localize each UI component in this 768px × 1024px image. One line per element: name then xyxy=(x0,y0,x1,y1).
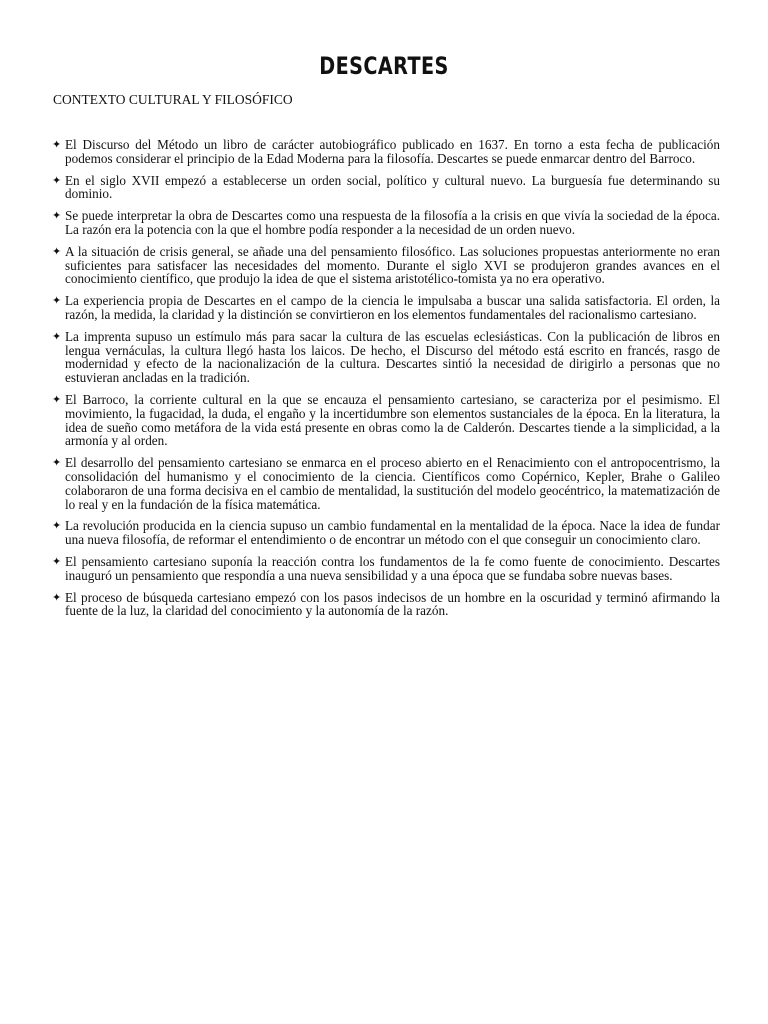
list-item-text: El Barroco, la corriente cultural en la que se encauza el pensamiento cartesiano, se caracteriza por el pesimismo. El movimiento, la fugacidad, la duda, el engaño y la incertidumbre son elementos sustanciales de la época. En la literatura, la idea de sueño como metáfora de la vida está presente en obras como la de Calderón. Descartes tiende a la simplicidad, a la armonía y al orden. xyxy=(65,391,720,449)
list-item-text: La imprenta supuso un estímulo más para sacar la cultura de las escuelas eclesiásticas. Con la publicación de libros en lengua vernáculas, la cultura llegó hasta los laicos. De hecho, el Discurso del método está escrito en francés, rasgo de modernidad y efecto de la nacionalización de la cultura. Descartes sintió la necesidad de dirigirlo a personas que no estuvieran ancladas en la tradición. xyxy=(65,328,720,386)
list-item xyxy=(52,519,720,547)
list-item-text: En el siglo XVII empezó a establecerse un orden social, político y cultural nuevo. La burguesía fue determinando su dominio. xyxy=(65,172,720,202)
star-bullet-icon: ✦ xyxy=(52,554,62,568)
list-item xyxy=(52,591,720,619)
list-item-text: El Discurso del Método un libro de carácter autobiográfico publicado en 1637. En torno a esta fecha de publicación podemos considerar el principio de la Edad Moderna para la filosofía. Descartes se puede enmarcar dentro del Barroco. xyxy=(65,137,720,166)
star-bullet-icon: ✦ xyxy=(52,209,62,223)
list-item xyxy=(52,393,720,448)
list-item-text: La revolución producida en la ciencia supuso un cambio fundamental en la mentalidad de la época. Nace la idea de fundar una nueva filosofía, de reformar el entendimiento o de encontrar un método con el que conseguir un conocimiento claro. xyxy=(65,518,720,548)
list-item xyxy=(52,209,720,237)
list-item xyxy=(52,138,720,166)
list-item-text: El pensamiento cartesiano suponía la reacción contra los fundamentos de la fe como fuente de conocimiento. Descartes inauguró un pensamiento que respondía a una nueva sensibilidad y a una época que se fundaba sobre nuevas bases. xyxy=(65,553,720,583)
star-bullet-icon: ✦ xyxy=(52,173,62,187)
page-title: DESCARTES xyxy=(319,52,449,80)
star-bullet-icon: ✦ xyxy=(52,590,62,604)
list-item xyxy=(52,555,720,583)
star-bullet-icon: ✦ xyxy=(52,392,62,406)
star-bullet-icon: ✦ xyxy=(52,138,62,151)
list-item-text: A la situación de crisis general, se añade una del pensamiento filosófico. Las soluciones propuestas anteriormente no eran suficientes para satisfacer las necesidades del momento. Durante el siglo XVI se produjeron grandes avances en el conocimiento científico, que produjo la idea de que el sistema aristotélico-tomista ya no era operativo. xyxy=(65,243,720,287)
star-bullet-icon: ✦ xyxy=(52,329,62,343)
list-item xyxy=(52,456,720,511)
list-item-text: El proceso de búsqueda cartesiano empezó con los pasos indecisos de un hombre en la oscuridad y terminó afirmando la fuente de la luz, la claridad del conocimiento y la autonomía de la razón. xyxy=(65,589,720,619)
list-item xyxy=(52,294,720,322)
list-item-text: El desarrollo del pensamiento cartesiano se enmarca en el proceso abierto en el Renacimiento con el antropocentrismo, la consolidación del humanismo y el conocimiento de la ciencia. Científicos como Copérnico, Kepler, Brahe o Galileo colaboraron de una forma decisiva en el cambio de mentalidad, la sustitución del modelo geocéntrico, la matematización de lo real y en la fundación de la física matemática. xyxy=(65,455,720,512)
list-item xyxy=(52,245,720,286)
list-item-text: Se puede interpretar la obra de Descartes como una respuesta de la filosofía a la crisis en que vivía la sociedad de la época. La razón era la potencia con la que el hombre podía responder a la necesidad de un orden nuevo. xyxy=(65,208,720,237)
star-bullet-icon: ✦ xyxy=(52,294,62,308)
section-subtitle: CONTEXTO CULTURAL Y FILOSÓFICO xyxy=(53,92,293,107)
star-bullet-icon: ✦ xyxy=(52,244,62,258)
list-item-text: La experiencia propia de Descartes en el campo de la ciencia le impulsaba a buscar una salida satisfactoria. El orden, la razón, la medida, la claridad y la distinción se convirtieron en los elementos fundamentales del racionalismo cartesiano. xyxy=(65,293,720,322)
star-bullet-icon: ✦ xyxy=(52,519,62,533)
bullet-list xyxy=(52,138,720,626)
list-item xyxy=(52,330,720,385)
star-bullet-icon: ✦ xyxy=(52,456,62,470)
list-item xyxy=(52,174,720,202)
